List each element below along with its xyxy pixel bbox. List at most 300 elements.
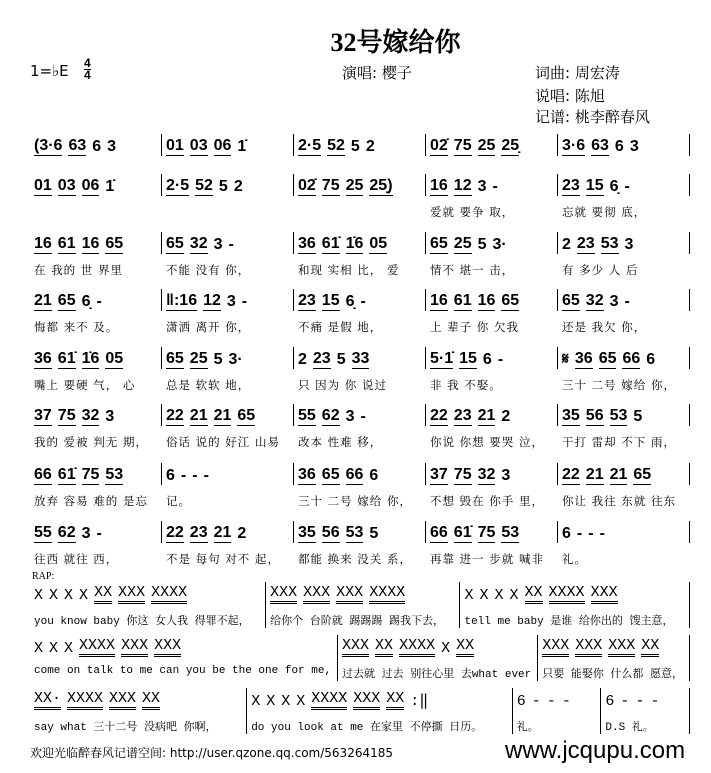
note-token: :‖ (410, 693, 429, 710)
measure-notes (562, 289, 685, 311)
note-token: XXX (542, 637, 569, 657)
measure-notes (298, 404, 421, 426)
note-token: 63 (68, 137, 87, 154)
note-token: 75 (57, 407, 76, 424)
note-token: 33 (351, 350, 370, 367)
note-token: 53 (105, 466, 124, 483)
note-token: XX (94, 584, 112, 604)
note-token: 6 (605, 693, 615, 710)
note-token: X (64, 640, 74, 657)
note-token: 6 (562, 525, 571, 542)
note-token: 75 (81, 466, 100, 483)
note-token: - (561, 693, 571, 710)
note-token: X (479, 587, 489, 604)
measure-lyric: 都能 换来 没关 系， (298, 552, 412, 566)
measure (30, 463, 162, 508)
note-token: 3 (629, 138, 639, 155)
note-token: 6 (369, 467, 379, 484)
note-token: XXX (118, 584, 145, 604)
measure-notes (605, 688, 685, 710)
note-token: 32 (81, 407, 100, 424)
note-token: 3· (492, 236, 507, 253)
note-token: XXXX (79, 637, 115, 657)
measure (294, 521, 426, 566)
note-token: 36 (298, 235, 316, 252)
measure (30, 404, 162, 449)
note-token: 25 (453, 235, 472, 252)
measure (558, 347, 690, 392)
note-token: 16 (430, 177, 448, 194)
note-token: 35 (562, 407, 580, 424)
note-token: 65 (562, 292, 580, 309)
note-token: 23 (453, 407, 472, 424)
note-token: X (34, 640, 44, 657)
measure (426, 404, 558, 449)
note-token: X (441, 640, 451, 657)
measure-lyric: 上 辈子 你 欠我 (430, 320, 519, 334)
measure (162, 174, 294, 196)
measure (426, 521, 558, 566)
note-token: 23 (189, 524, 208, 541)
note-token: - (192, 467, 198, 484)
measure (294, 347, 426, 392)
note-token: X (79, 587, 89, 604)
note-token: XX (525, 584, 543, 604)
note-token: 5 (633, 408, 643, 425)
note-token: X (34, 587, 44, 604)
rap-credit: 说唱: 陈旭 (535, 87, 605, 105)
note-token: 37 (430, 466, 448, 483)
note-token: 6 (516, 693, 526, 710)
note-token: 3·6 (562, 137, 586, 154)
note-token: - (650, 693, 660, 710)
note-token: 1̇ (105, 178, 115, 195)
measure-notes (34, 463, 157, 485)
score-row (30, 688, 690, 734)
time-signature-top: 4 (84, 56, 91, 70)
note-token: 22 (562, 466, 580, 483)
note-token: 61̇ (57, 466, 76, 483)
measure (162, 134, 294, 156)
score-row (30, 174, 690, 219)
measure (30, 174, 162, 196)
note-token: 65 (166, 235, 184, 252)
measure-notes (34, 232, 157, 254)
note-token: 5 (213, 351, 223, 368)
note-token: 21 (609, 466, 628, 483)
note-token: 62 (57, 524, 76, 541)
note-token: X (251, 693, 261, 710)
note-token: 25 (477, 137, 496, 154)
measure (30, 232, 162, 277)
note-token: 66 (345, 466, 364, 483)
note-token: 65 (237, 407, 256, 424)
measure (338, 635, 538, 681)
measure-notes (34, 688, 242, 710)
note-token: 23 (576, 235, 595, 252)
measure-notes (517, 688, 597, 710)
note-token: 36 (34, 350, 52, 367)
note-token: 3 (477, 178, 487, 195)
measure (426, 347, 558, 392)
key-signature: 1=♭E (30, 62, 69, 80)
note-token: 23 (562, 177, 580, 194)
measure-notes (464, 582, 685, 604)
measure-notes (562, 174, 685, 196)
measure-lyric: 你说 你想 要哭 泣， (430, 435, 544, 449)
note-token: X (296, 693, 306, 710)
note-token: 16 (477, 292, 496, 309)
measure (426, 134, 558, 156)
note-token: 22 (430, 407, 448, 424)
measure-notes (34, 521, 157, 543)
measure (558, 463, 690, 508)
note-token: 2 (501, 408, 511, 425)
note-token: 3 (226, 293, 236, 310)
measure-lyric: 往西 就往 西， (34, 552, 119, 566)
note-token: 65 (166, 350, 184, 367)
measure-notes (298, 463, 421, 485)
note-token: 75 (321, 177, 340, 194)
note-token: XXXX (369, 584, 405, 604)
score-row (30, 521, 690, 566)
note-token: 6̣ (81, 293, 91, 310)
rap-label: RAP: (32, 571, 55, 582)
note-token: XXX (121, 637, 148, 657)
note-token: 23 (298, 292, 316, 309)
note-token: XXXX (67, 690, 103, 710)
note-token: 03 (189, 137, 208, 154)
note-token: - (588, 525, 594, 542)
note-token: 75 (453, 466, 472, 483)
measure (558, 134, 690, 156)
note-token: 65 (633, 466, 652, 483)
measure-lyric: 嘴上 要硬 气， 心 (34, 378, 136, 392)
note-token: - (576, 525, 583, 542)
note-token: - (180, 467, 187, 484)
note-token: 16 (34, 235, 52, 252)
note-token: - (620, 693, 630, 710)
note-token: - (624, 293, 630, 310)
measure (538, 635, 690, 681)
measure-notes (166, 347, 289, 369)
measure-lyric: 我的 爱被 判无 期， (34, 435, 148, 449)
measure (162, 289, 294, 334)
note-token: 36 (298, 466, 316, 483)
note-token: 65 (321, 466, 340, 483)
note-token: 6 (166, 467, 175, 484)
note-token: 6 (92, 138, 102, 155)
measure-notes (298, 232, 421, 254)
measure-lyric: 非 我 不娶。 (430, 378, 502, 392)
note-token: 21 (213, 407, 232, 424)
measure (460, 582, 690, 628)
measure-lyric: 忘就 要彻 底， (562, 205, 647, 219)
note-token: - (635, 693, 645, 710)
note-token: - (599, 525, 605, 542)
measure-lyric: 三十 二号 嫁给 你， (562, 378, 676, 392)
note-token: 16 (430, 292, 448, 309)
measure-notes (542, 635, 685, 657)
note-token: XXXX (311, 690, 347, 710)
measure-lyric: 情不 堪一 击， (430, 263, 515, 277)
measure-notes (430, 521, 553, 543)
measure (294, 174, 426, 196)
measure-lyric: 不痛 是假 地， (298, 320, 383, 334)
measure (30, 289, 162, 334)
note-token: X (281, 693, 291, 710)
note-token: X (464, 587, 474, 604)
measure (162, 463, 294, 508)
note-token: XX· (34, 690, 61, 710)
measure-notes (430, 404, 553, 426)
note-token: 3 (624, 236, 634, 253)
note-token: 53 (345, 524, 364, 541)
note-token: 1̇ (237, 138, 247, 155)
measure (30, 635, 338, 681)
note-token: 25̣) (369, 177, 393, 194)
note-token: 03 (57, 177, 76, 194)
note-token: 65 (57, 292, 76, 309)
measure (426, 289, 558, 334)
measure (30, 134, 162, 156)
time-signature-bottom: 4 (84, 68, 91, 82)
note-token: 3 (213, 236, 223, 253)
note-token: XX (375, 637, 393, 657)
measure-lyric: do you look at me 在家里 不停撕 日历。 (251, 722, 483, 734)
note-token: 𝄋 (562, 351, 569, 368)
measure-notes (270, 582, 455, 604)
measure-lyric: 总是 软软 地， (166, 378, 251, 392)
measure-notes (34, 347, 157, 369)
note-token: 02̇ (298, 177, 316, 194)
note-token: 52 (195, 177, 213, 194)
score-row (30, 134, 690, 156)
note-token: 5 (350, 138, 360, 155)
measure (426, 463, 558, 508)
measure-lyric: come on talk to me can you be the one for me, (34, 665, 332, 677)
note-token: - (531, 693, 541, 710)
measure-lyric: 不能 没有 你， (166, 263, 251, 277)
note-token: 3 (609, 293, 619, 310)
measure (266, 582, 460, 628)
measure-lyric: 干打 雷却 不下 雨， (562, 435, 676, 449)
measure-lyric: 礼。 (516, 722, 539, 734)
measure (247, 688, 513, 734)
time-signature (84, 58, 91, 81)
note-token: 61̇ (453, 524, 472, 541)
note-token: 25 (189, 350, 208, 367)
measure (294, 289, 426, 334)
note-token: 66 (622, 350, 641, 367)
note-token: XXX (591, 584, 618, 604)
note-token: X (64, 587, 74, 604)
measure-lyric: 在 我的 世 界里 (34, 263, 123, 277)
note-token: XXXX (549, 584, 585, 604)
measure-notes (430, 463, 553, 485)
note-token: X (49, 640, 59, 657)
note-token: 22 (166, 524, 184, 541)
measure-lyric: say what 三十二号 没病吧 你啊， (34, 722, 217, 734)
note-token: 3 (107, 138, 117, 155)
note-token: - (228, 236, 234, 253)
score-row (30, 582, 690, 628)
note-token: 2 (562, 236, 571, 253)
note-token: 65 (501, 292, 520, 309)
note-token: 63 (591, 137, 609, 154)
note-token: 6 (482, 351, 492, 368)
note-token: 05 (369, 235, 388, 252)
measure-lyric: 和现 实相 比， 爱 (298, 263, 400, 277)
measure-lyric: 不想 毁在 你手 里， (430, 494, 544, 508)
measure-notes (430, 347, 553, 369)
measure-lyric: 你让 我往 东就 往东 (562, 494, 676, 508)
measure (162, 521, 294, 566)
measure-notes (166, 134, 289, 156)
note-token: 25̣ (501, 137, 520, 154)
measure (294, 232, 426, 277)
note-token: XXX (342, 637, 369, 657)
song-title: 32号嫁给你 (330, 28, 461, 57)
note-token: 2 (237, 525, 247, 542)
note-token: 12 (453, 177, 472, 194)
note-token: - (624, 178, 630, 195)
score-row (30, 289, 690, 334)
note-token: 61̇ (321, 235, 340, 252)
note-token: ‖:16 (166, 292, 198, 309)
measure-notes (342, 635, 533, 657)
note-token: 55 (298, 407, 316, 424)
note-token: 12 (203, 292, 221, 309)
note-token: 2·5 (298, 137, 322, 154)
composer-credit: 词曲: 周宏涛 (535, 64, 620, 82)
measure-notes (430, 289, 553, 311)
measure-lyric: 悔都 来不 及。 (34, 320, 119, 334)
note-token: 21 (213, 524, 232, 541)
note-token: 5·1̇ (430, 350, 454, 367)
note-token: 53 (600, 235, 619, 252)
score-row (30, 232, 690, 277)
note-token: 65 (430, 235, 448, 252)
note-token: 3 (105, 408, 115, 425)
note-token: 15 (459, 350, 477, 367)
note-token: - (96, 293, 102, 310)
note-token: 15 (585, 177, 604, 194)
note-token: X (509, 587, 519, 604)
measure (426, 232, 558, 277)
note-token: 56 (321, 524, 340, 541)
note-token: XXX (154, 637, 181, 657)
measure-lyric: 只要 能娶你 什么都 愿意， (542, 669, 684, 681)
note-token: XXX (608, 637, 635, 657)
measure (601, 688, 690, 734)
measure-notes (562, 232, 685, 254)
note-token: 35 (298, 524, 316, 541)
measure-notes (166, 404, 289, 426)
note-token: 5 (218, 178, 228, 195)
note-token: 16 (81, 235, 100, 252)
note-token: 21 (189, 407, 208, 424)
note-token: - (546, 693, 556, 710)
measure-notes (430, 232, 553, 254)
note-token: - (360, 408, 366, 425)
note-token: 3 (81, 525, 91, 542)
measure-lyric: 再靠 进一 步就 喊非 (430, 552, 544, 566)
measure (30, 347, 162, 392)
note-token: 66 (430, 524, 448, 541)
note-token: 32 (477, 466, 496, 483)
measure (162, 232, 294, 277)
measure (30, 582, 266, 628)
score-row (30, 347, 690, 392)
note-token: 3 (345, 408, 355, 425)
measure (426, 174, 558, 219)
measure (558, 174, 690, 219)
note-token: XXX (353, 690, 380, 710)
note-token: XXX (270, 584, 297, 604)
score-row (30, 404, 690, 449)
measure-notes (166, 289, 289, 311)
measure-lyric: 爱就 要争 取， (430, 205, 515, 219)
watermark: www.jcqupu.com (505, 737, 686, 764)
note-token: 21 (585, 466, 604, 483)
note-token: 21 (34, 292, 52, 309)
footer-link[interactable]: 欢迎光临醉春风记谱空间: http://user.qzone.qq.com/563264185 (30, 746, 394, 760)
measure-lyric: 不是 每句 对不 起， (166, 552, 280, 566)
note-token: 21 (477, 407, 496, 424)
note-token: 2 (298, 351, 307, 368)
note-token: 32 (189, 235, 208, 252)
note-token: 23 (312, 350, 331, 367)
measure (558, 289, 690, 334)
note-token: 6 (614, 138, 624, 155)
measure-lyric: 有 多少 人 后 (562, 263, 639, 277)
measure (558, 521, 690, 566)
note-token: 65 (598, 350, 617, 367)
note-token: 55 (34, 524, 52, 541)
note-token: 56 (585, 407, 604, 424)
note-token: 61 (57, 235, 76, 252)
measure (162, 347, 294, 392)
note-token: 75 (453, 137, 472, 154)
note-token: 3· (228, 351, 243, 368)
measure-lyric: 还是 我欠 你， (562, 320, 647, 334)
measure-notes (298, 347, 421, 369)
measure-notes (298, 289, 421, 311)
note-token: 22 (166, 407, 184, 424)
measure-lyric: tell me baby 是谁 给你出的 馊主意， (464, 616, 674, 628)
note-token: - (203, 467, 209, 484)
note-token: XX (142, 690, 160, 710)
note-token: XX (641, 637, 659, 657)
note-token: 2 (365, 138, 375, 155)
measure-lyric: 记。 (166, 494, 191, 508)
note-token: 36 (574, 350, 593, 367)
measure-notes (34, 174, 157, 196)
measure (558, 232, 690, 277)
measure (294, 404, 426, 449)
measure-lyric: 给你个 台阶就 踢踢踢 踢我下去， (270, 616, 444, 628)
score-row (30, 635, 690, 681)
note-token: XXX (303, 584, 330, 604)
measure (513, 688, 602, 734)
note-token: 1̇6 (345, 235, 364, 252)
note-token: 02̇ (430, 137, 448, 154)
measure (558, 404, 690, 449)
note-token: X (266, 693, 276, 710)
measure-notes (430, 134, 553, 156)
measure-lyric: 礼。 (562, 552, 587, 566)
